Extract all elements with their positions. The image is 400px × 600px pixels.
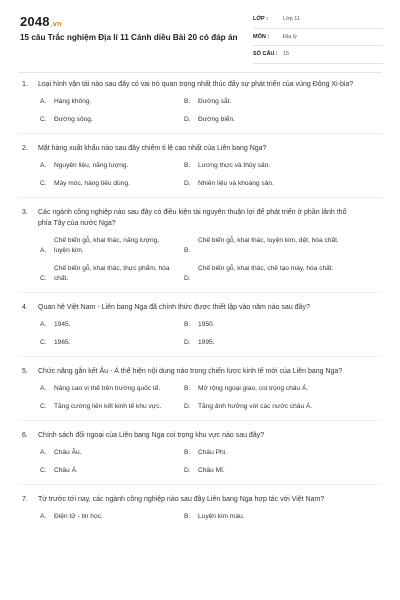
meta-value: Lớp 11 xyxy=(283,16,300,22)
option-c[interactable]: C. Châu Á. xyxy=(40,467,78,474)
question-number: 4. xyxy=(22,304,28,311)
page-title: 15 câu Trắc nghiệm Địa lí 11 Cánh diều Bài 20 có đáp án xyxy=(20,33,238,42)
option-a[interactable]: A. Chế biến gỗ, khai thác, năng lượng, luyện kim. xyxy=(40,237,160,254)
option-d[interactable]: D. 1995. xyxy=(184,339,215,346)
question-number: 1. xyxy=(22,81,28,88)
option-c[interactable]: C. Chế biến gỗ, khai thác, thực phẩm, hóa chất. xyxy=(40,265,170,282)
meta-label: LỚP : xyxy=(253,16,268,22)
question-1 xyxy=(0,79,400,125)
divider xyxy=(18,292,382,293)
option-a[interactable]: A. Nguyên liệu, năng lượng. xyxy=(40,162,129,169)
question-number: 5. xyxy=(22,368,28,375)
option-c[interactable]: C. Tăng cường liên kết kinh tế khu vực. xyxy=(40,403,162,410)
header-divider xyxy=(18,72,382,73)
option-b[interactable]: B. Đường sắt. xyxy=(184,98,232,105)
divider xyxy=(18,356,382,357)
divider xyxy=(18,133,382,134)
meta-row-subject xyxy=(253,32,383,47)
option-a[interactable]: A. Châu Âu. xyxy=(40,449,82,456)
option-b[interactable]: B. Châu Phi. xyxy=(184,449,227,456)
question-text: Các ngành công nghiệp nào sau đây có điều kiện tài nguyên thuận lợi để phát triển ở phần lãnh thổ phía Tây của nước Nga? xyxy=(38,209,347,227)
option-d[interactable]: D. Tăng ảnh hưởng với các nước châu Á. xyxy=(184,403,313,410)
question-text: Chính sách đối ngoại của Liên bang Nga coi trọng khu vực nào sau đây? xyxy=(38,432,265,439)
option-d[interactable]: D. Chế biến gỗ, khai thác, chế tạo máy, hóa chất. xyxy=(184,265,334,282)
question-5 xyxy=(0,366,400,412)
question-7 xyxy=(0,494,400,522)
option-b[interactable]: B. Lương thực và thủy sản. xyxy=(184,162,271,169)
divider xyxy=(18,420,382,421)
option-a[interactable]: A. Hàng không. xyxy=(40,98,92,105)
question-list xyxy=(0,79,400,530)
meta-value: 15 xyxy=(283,51,290,57)
question-number: 7. xyxy=(22,496,28,503)
option-b[interactable]: B. Chế biến gỗ, khai thác, luyện kim, dệt, hóa chất. xyxy=(184,237,339,254)
question-6 xyxy=(0,430,400,476)
option-c[interactable]: C. 1965. xyxy=(40,339,71,346)
divider xyxy=(18,484,382,485)
option-b[interactable]: B. 1950. xyxy=(184,321,215,328)
meta-label: SỐ CÂU : xyxy=(253,51,278,57)
question-number: 3. xyxy=(22,209,28,216)
question-text: Chức năng gắn kết Âu - Á thể hiện nội dung nào trong chiến lược kinh tế mới của Liên bang Nga? xyxy=(38,368,343,375)
divider xyxy=(18,197,382,198)
header xyxy=(0,0,400,70)
option-a[interactable]: A. 1945. xyxy=(40,321,71,328)
meta-label: MÔN : xyxy=(253,33,270,40)
option-d[interactable]: D. Châu Mĩ. xyxy=(184,467,225,474)
option-b[interactable]: B. Mở rộng ngoại giao, coi trọng châu Á. xyxy=(184,385,309,392)
meta-row-class xyxy=(253,14,383,29)
option-b[interactable]: B. Luyện kim màu. xyxy=(184,513,245,520)
option-d[interactable]: D. Đường biển. xyxy=(184,116,235,123)
question-number: 6. xyxy=(22,432,28,439)
option-c[interactable]: C. Máy móc, hàng tiêu dùng. xyxy=(40,180,130,187)
question-text: Mặt hàng xuất khẩu nào sau đây chiếm tỉ lệ cao nhất của Liên bang Nga? xyxy=(38,145,267,152)
option-c[interactable]: C. Đường sông. xyxy=(40,116,93,123)
option-a[interactable]: A. Nâng cao vị thế trên trường quốc tế. xyxy=(40,385,161,392)
question-text: Quan hệ Việt Nam - Liên bang Nga đã chính thức được thiết lập vào năm nào sau đây? xyxy=(38,304,310,311)
question-3 xyxy=(0,207,400,284)
site-logo[interactable]: 2048.vn xyxy=(20,14,62,29)
meta-row-count xyxy=(253,49,383,64)
question-text: Loại hình vận tải nào sau đây có vai trò quan trọng nhất thúc đẩy sự phát triển của vùng Đông Xi-bia? xyxy=(38,81,354,88)
question-text: Từ trước tới nay, các ngành công nghiệp nào sau đây Liên bang Nga hợp tác với Việt Nam? xyxy=(38,496,325,503)
question-2 xyxy=(0,143,400,189)
question-number: 2. xyxy=(22,145,28,152)
question-4 xyxy=(0,302,400,348)
option-a[interactable]: A. Điện tử - tin học. xyxy=(40,513,103,520)
option-d[interactable]: D. Nhiên liệu và khoáng sản. xyxy=(184,180,274,187)
meta-info xyxy=(253,14,383,67)
meta-value: Địa lý xyxy=(283,33,297,40)
